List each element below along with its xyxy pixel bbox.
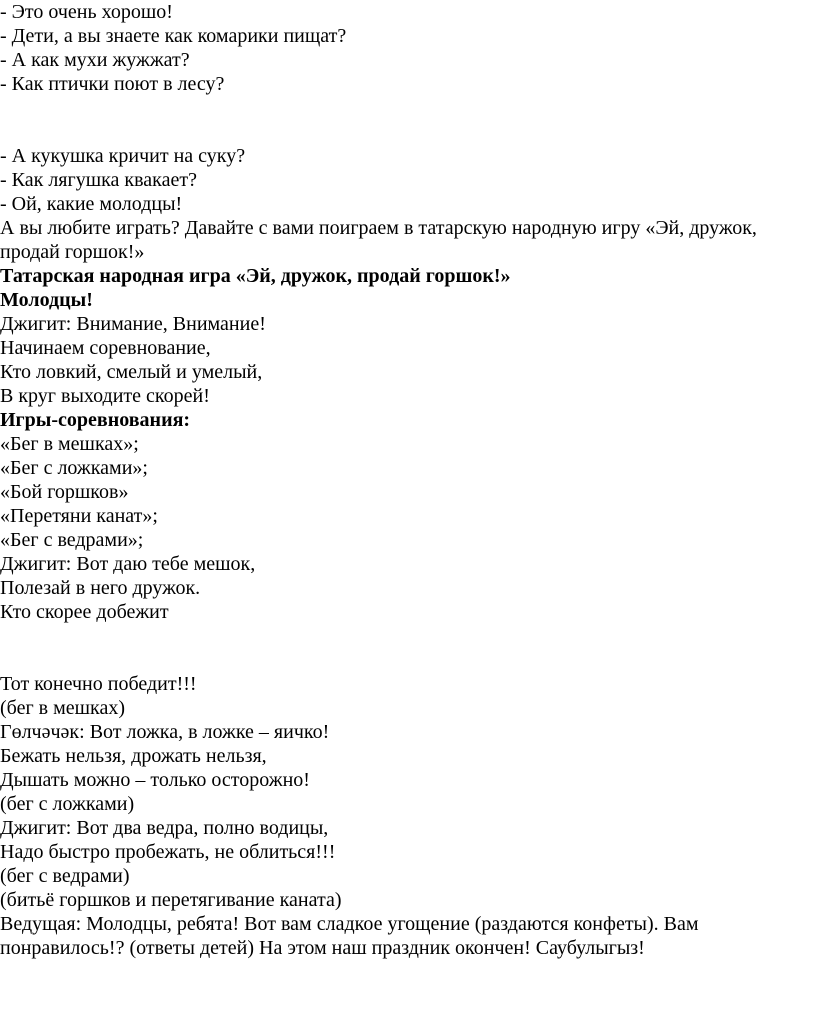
text-line: Джигит: Внимание, Внимание! [0,313,266,335]
blank-space [0,96,812,144]
heading-game: Татарская народная игра «Эй, дружок, продай горшок!» [0,265,511,287]
text-paragraph: Ведущая: Молодцы, ребята! Вот вам сладкое угощение (раздаются конфеты). Вам понравилось!? (ответы детей) На этом наш праздник окончен! Саубулыгыз! [0,913,704,959]
text-line: Надо быстро пробежать, не облиться!!! [0,841,336,863]
text-line: (битьё горшков и перетягивание каната) [0,889,342,911]
text-line: «Перетяни канат»; [0,505,158,527]
text-line: Бежать нельзя, дрожать нельзя, [0,745,267,767]
text-line: Полезай в него дружок. [0,577,201,599]
text-line: «Бой горшков» [0,481,129,503]
text-paragraph: А вы любите играть? Давайте с вами поиграем в татарскую народную игру «Эй, дружок, продай горшок!» [0,217,762,263]
text-line: - Как птички поют в лесу? [0,73,225,95]
text-line: Дышать можно – только осторожно! [0,769,310,791]
text-line: Начинаем соревнование, [0,337,211,359]
text-line: - Это очень хорошо! [0,1,173,23]
text-line: (бег с ведрами) [0,865,130,887]
text-line: - Ой, какие молодцы! [0,193,183,215]
text-line: - Дети, а вы знаете как комарики пищат? [0,25,347,47]
text-line: (бег с ложками) [0,793,135,815]
text-line: Кто ловкий, смелый и умелый, [0,361,263,383]
blank-space [0,624,812,672]
text-line: Гөлчәчәк: Вот ложка, в ложке – яичко! [0,721,330,743]
text-line: - А кукушка кричит на суку? [0,145,246,167]
text-line: «Бег в мешках»; [0,433,139,455]
heading-bravo: Молодцы! [0,289,93,311]
text-line: Тот конечно победит!!! [0,673,197,695]
text-line: (бег в мешках) [0,697,125,719]
text-line: - А как мухи жужжат? [0,49,190,71]
text-line: В круг выходите скорей! [0,385,210,407]
text-line: «Бег с ведрами»; [0,529,144,551]
text-line: Джигит: Вот даю тебе мешок, [0,553,256,575]
text-line: Кто скорее добежит [0,601,169,623]
text-line: Джигит: Вот два ведра, полно водицы, [0,817,329,839]
text-line: - Как лягушка квакает? [0,169,197,191]
heading-contests: Игры-соревнования: [0,409,191,431]
text-line: «Бег с ложками»; [0,457,148,479]
